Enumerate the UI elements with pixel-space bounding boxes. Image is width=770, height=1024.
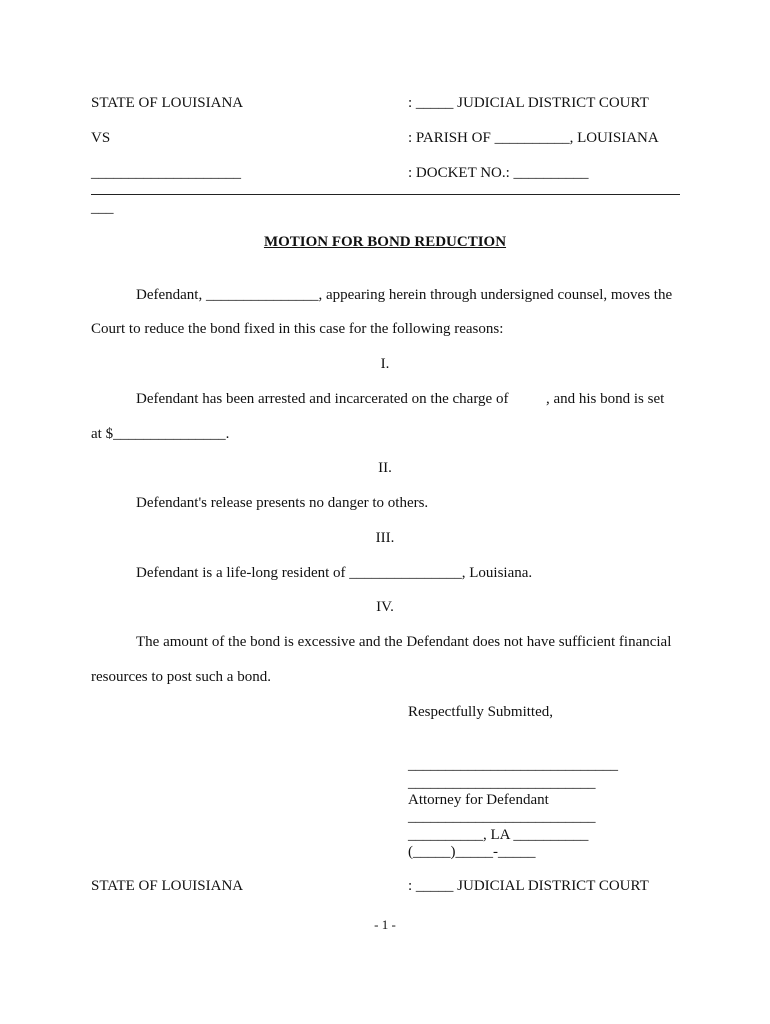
paragraph-4-line-2: resources to post such a bond. — [91, 669, 271, 685]
document-title: MOTION FOR BOND REDUCTION — [263, 234, 507, 250]
city-state-line: __________, LA __________ — [408, 827, 589, 843]
caption-docket: : DOCKET NO.: __________ — [408, 165, 589, 181]
signature-line: ____________________________ — [408, 757, 618, 773]
intro-line-2: Court to reduce the bond fixed in this case for the following reasons: — [91, 321, 504, 337]
caption-divider-tail: ___ — [91, 200, 114, 216]
section-number-2: II. — [378, 460, 392, 476]
closing: Respectfully Submitted, — [408, 704, 553, 720]
section-number-3: III. — [375, 530, 395, 546]
caption-court: : _____ JUDICIAL DISTRICT COURT — [408, 95, 649, 111]
attorney-label: Attorney for Defendant — [408, 792, 549, 808]
caption-versus: VS — [91, 130, 111, 146]
section-number-1: I. — [380, 356, 390, 372]
paragraph-3: Defendant is a life-long resident of _______________, Louisiana. — [136, 565, 533, 581]
footer-state: STATE OF LOUISIANA — [91, 878, 244, 894]
intro-line-1: Defendant, _______________, appearing herein through undersigned counsel, moves the — [136, 287, 673, 303]
phone-line: (_____)_____-_____ — [408, 844, 536, 860]
page-number: - 1 - — [374, 917, 396, 932]
caption-defendant-blank: ____________________ — [91, 165, 241, 181]
paragraph-2: Defendant's release presents no danger to others. — [136, 495, 429, 511]
paragraph-4-line-1: The amount of the bond is excessive and the Defendant does not have sufficient financial — [136, 634, 672, 650]
caption-state: STATE OF LOUISIANA — [91, 95, 244, 111]
address-line: _________________________ — [408, 809, 596, 825]
caption-divider — [91, 194, 680, 195]
footer-court: : _____ JUDICIAL DISTRICT COURT — [408, 878, 649, 894]
section-number-4: IV. — [376, 599, 394, 615]
attorney-name-line: _________________________ — [408, 775, 596, 791]
paragraph-1-line-2: at $_______________. — [91, 426, 230, 442]
paragraph-1-line-1: Defendant has been arrested and incarcerated on the charge of , and his bond is set — [136, 391, 665, 407]
caption-parish: : PARISH OF __________, LOUISIANA — [408, 130, 659, 146]
